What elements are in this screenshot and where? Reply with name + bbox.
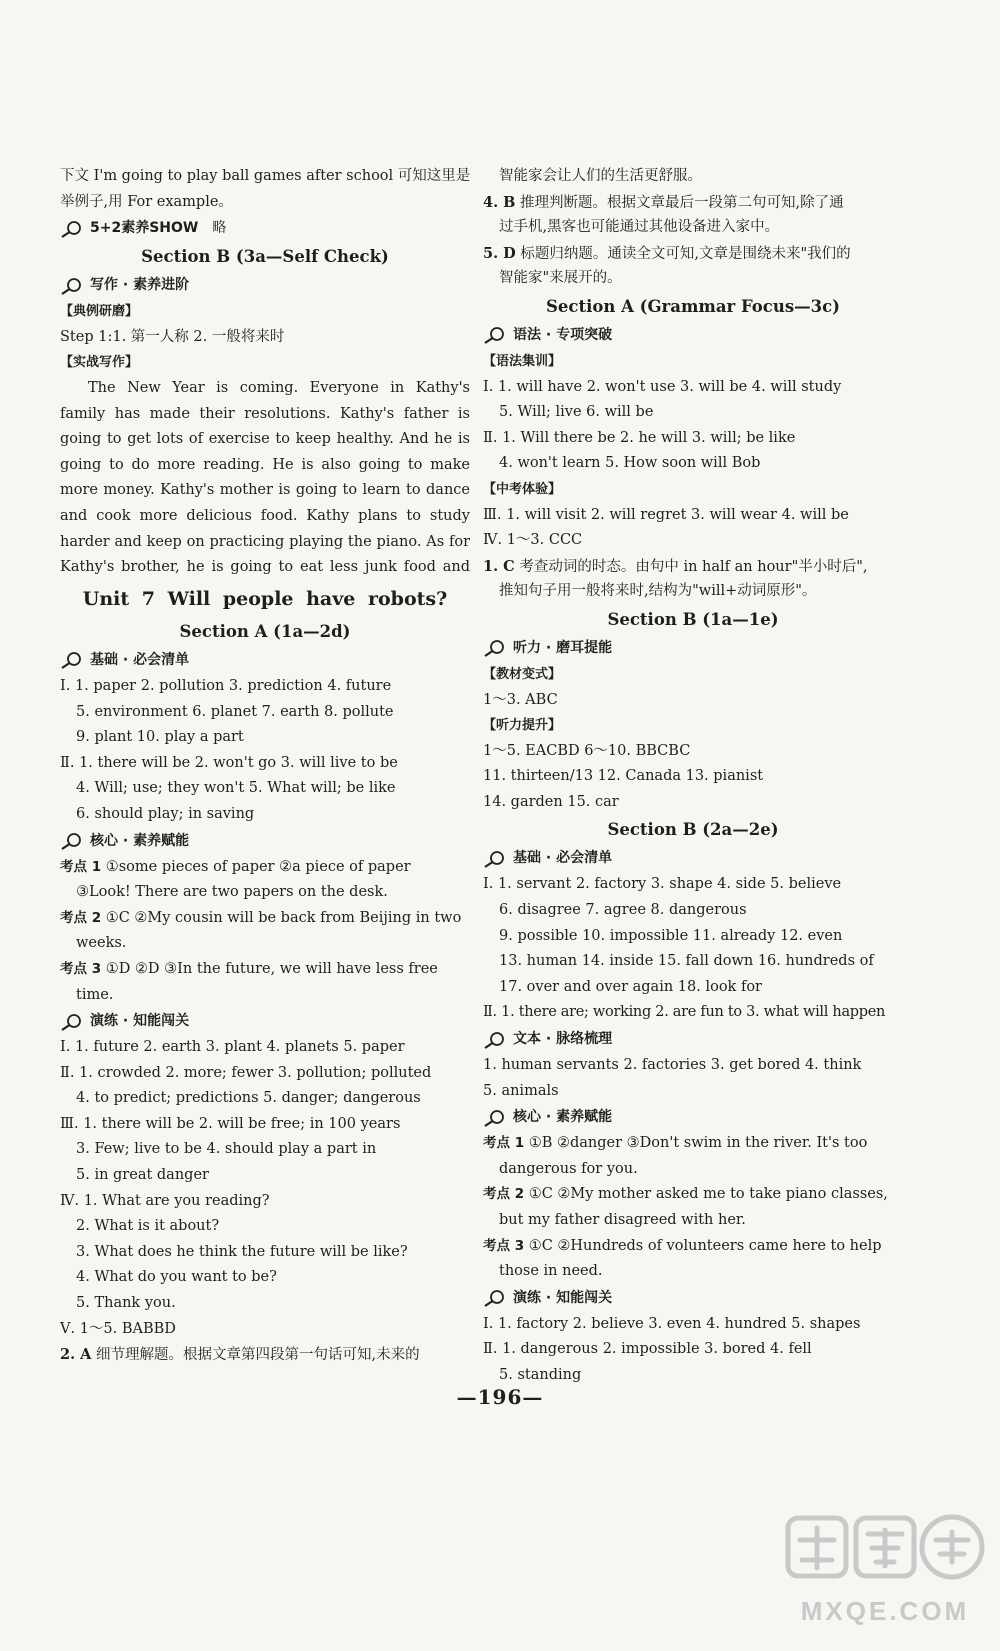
explanation-line: 推知句子用一般将来时,结构为"will+动词原形"。 [499, 583, 817, 600]
answer-line: Ⅰ. 1. factory 2. believe 3. even 4. hundred 5. shapes [483, 1315, 861, 1332]
answer-line [483, 554, 903, 580]
question-number: 1. C [483, 557, 515, 575]
answer-line: 5. Will; live 6. will be [499, 404, 654, 421]
explanation-line: 智能家会让人们的生活更舒服。 [499, 168, 702, 184]
key-point-line [60, 855, 470, 881]
svg-text:MXQE.COM: MXQE.COM [800, 1596, 970, 1626]
answer-line: 3. What does he think the future will be like? [76, 1243, 408, 1260]
basics-heading-label: 基础 · 必会清单 [90, 651, 190, 668]
example-label: 【典例研磨】 [60, 304, 139, 320]
answer-line: Ⅱ. 1. dangerous 2. impossible 3. bored 4. fell [483, 1341, 812, 1358]
answer-line: 13. human 14. inside 15. fall down 16. hundreds of [499, 953, 874, 970]
key-point-label: 考点 2 [483, 1186, 525, 1203]
key-point-line: weeks. [76, 935, 127, 952]
answer-line: 6. disagree 7. agree 8. dangerous [499, 902, 747, 919]
text-heading-label: 文本 · 脉络梳理 [513, 1031, 613, 1048]
magnifier-icon [60, 220, 84, 238]
practice-writing-label: 【实战写作】 [60, 355, 139, 371]
magnifier-icon [483, 1031, 507, 1049]
listening-heading [483, 635, 903, 662]
answer-line: 4. What do you want to be? [76, 1269, 277, 1286]
key-point-line: those in need. [499, 1263, 603, 1280]
question-number: 2. A [60, 1346, 92, 1364]
key-point-label: 考点 1 [483, 1135, 525, 1152]
answer-line: Ⅱ. 1. Will there be 2. he will 3. will; be like [483, 429, 796, 446]
key-point-label: 考点 1 [60, 858, 102, 875]
practice-heading-label: 演练 · 知能闯关 [513, 1289, 613, 1306]
magnifier-icon [60, 277, 84, 295]
answer-line: 4. won't learn 5. How soon will Bob [499, 455, 761, 472]
explanation-text: 细节理解题。根据文章第四段第一句话可知,未来的 [91, 1347, 420, 1364]
answer-line: 11. thirteen/13 12. Canada 13. pianist [483, 768, 764, 785]
model-essay: The New Year is coming. Everyone in Kathy's family has made their resolutions. Kathy's father is going to get lots of exercise to keep healthy. And he is going to do more reading. He is also going to make more money. Kathy's mother is going to learn to dance and cook more delicious food. Kathy plans to study harder and keep on practicing playing the piano. As for Kathy's brother, he is going to eat less junk food and [60, 379, 470, 576]
key-point-line: time. [76, 986, 114, 1003]
show-heading-label: 5+2素养SHOW [90, 220, 199, 237]
magnifier-icon [483, 1289, 507, 1307]
exam-label: 【中考体验】 [483, 481, 562, 497]
explanation-line: 过手机,黑客也可能通过其他设备进入家中。 [499, 219, 780, 236]
textbook-label: 【教材变式】 [483, 666, 562, 682]
answer-line: Ⅴ. 1～5. BABBD [60, 1320, 176, 1337]
basics-heading [60, 647, 470, 674]
answer-line: 5. environment 6. planet 7. earth 8. pollute [76, 703, 394, 720]
key-point-text: ①D ②D ③In the future, we will have less free [105, 960, 438, 977]
listening-heading-label: 听力 · 磨耳提能 [513, 639, 613, 656]
key-point-text: ①C ②My mother asked me to take piano classes, [528, 1186, 888, 1203]
answer-line: 5. Thank you. [76, 1295, 176, 1312]
section-title: Section A (Grammar Focus—3c) [546, 296, 840, 316]
text-heading [483, 1026, 903, 1053]
explanation-text: 标题归纳题。通读全文可知,文章是围绕未来"我们的 [515, 245, 851, 262]
show-note: 略 [212, 220, 227, 237]
section-title: Section B (1a—1e) [607, 609, 779, 629]
practice-heading [483, 1285, 903, 1312]
answer-line: Ⅲ. 1. will visit 2. will regret 3. will wear 4. will be [483, 506, 849, 523]
answer-line [483, 241, 903, 267]
practice-heading [60, 1008, 470, 1035]
key-point-text: ①B ②danger ③Don't swim in the river. It's too [528, 1135, 868, 1152]
grammar-heading-label: 语法 · 专项突破 [513, 326, 613, 343]
right-column [483, 164, 903, 1389]
answer-line: 1～3. ABC [483, 691, 558, 708]
intro-line: 下文 I'm going to play ball games after school 可知这里是 [60, 168, 470, 184]
explanation-line: 智能家"来展开的。 [499, 270, 622, 287]
page-number: —196— [456, 1385, 544, 1409]
core-heading-label: 核心 · 素养赋能 [90, 832, 190, 849]
key-point-line [60, 906, 470, 932]
key-point-line: ③Look! There are two papers on the desk. [76, 884, 388, 901]
answer-line: Ⅰ. 1. future 2. earth 3. plant 4. planets 5. paper [60, 1039, 405, 1056]
section-title: Section B (2a—2e) [607, 820, 779, 840]
question-number: 5. D [483, 244, 516, 262]
answer-line: Ⅳ. 1. What are you reading? [60, 1192, 270, 1209]
writing-heading [60, 272, 470, 299]
answer-line [60, 1342, 470, 1368]
magnifier-icon [483, 850, 507, 868]
grammar-label: 【语法集训】 [483, 353, 562, 369]
answer-line: Ⅰ. 1. paper 2. pollution 3. prediction 4. future [60, 677, 392, 694]
answer-line: Ⅱ. 1. there are; working 2. are fun to 3. what will happen [483, 1004, 886, 1021]
answer-line: 2. What is it about? [76, 1218, 220, 1235]
key-point-text: ①C ②My cousin will be back from Beijing in two [105, 909, 462, 926]
answer-line: Ⅳ. 1～3. CCC [483, 532, 583, 549]
show-heading [60, 215, 470, 242]
question-number: 4. B [483, 193, 516, 211]
answer-line: 1～5. EACBD 6～10. BBCBC [483, 742, 691, 759]
key-point-label: 考点 2 [60, 909, 102, 926]
answer-line: 5. animals [483, 1082, 559, 1099]
magnifier-icon [60, 651, 84, 669]
answer-line: Ⅱ. 1. crowded 2. more; fewer 3. pollution; polluted [60, 1064, 432, 1081]
watermark-logo [780, 1510, 990, 1640]
intro-line: 举例子,用 For example。 [60, 193, 233, 210]
answer-line: 5. in great danger [76, 1167, 209, 1184]
key-point-line [483, 1131, 903, 1157]
answer-line: 5. standing [499, 1366, 582, 1383]
answer-line: Ⅰ. 1. will have 2. won't use 3. will be 4. will study [483, 378, 842, 395]
grammar-heading [483, 322, 903, 349]
core-heading [483, 1104, 903, 1131]
key-point-label: 考点 3 [60, 960, 102, 977]
left-column [60, 164, 470, 1368]
magnifier-icon [60, 832, 84, 850]
answer-line: 9. possible 10. impossible 11. already 12. even [499, 927, 843, 944]
answer-line: Ⅲ. 1. there will be 2. will be free; in 100 years [60, 1115, 401, 1132]
key-point-line: but my father disagreed with her. [499, 1212, 746, 1228]
explanation-text: 考查动词的时态。由句中 in half an hour"半小时后", [514, 558, 868, 575]
magnifier-icon [483, 639, 507, 657]
answer-line: Ⅱ. 1. there will be 2. won't go 3. will live to be [60, 754, 398, 771]
magnifier-icon [483, 326, 507, 344]
key-point-label: 考点 3 [483, 1237, 525, 1254]
listening-label: 【听力提升】 [483, 718, 562, 734]
key-point-line [483, 1234, 903, 1260]
key-point-text: ①C ②Hundreds of volunteers came here to help [528, 1237, 882, 1254]
answer-line: Ⅰ. 1. servant 2. factory 3. shape 4. side 5. believe [483, 876, 842, 893]
unit-title: Unit 7 Will people have robots? [82, 587, 448, 610]
section-title: Section B (3a—Self Check) [141, 247, 389, 267]
answer-line: 3. Few; live to be 4. should play a part in [76, 1141, 377, 1158]
basics-heading-label: 基础 · 必会清单 [513, 850, 613, 867]
explanation-text: 推理判断题。根据文章最后一段第二句可知,除了通 [515, 194, 844, 211]
key-point-text: ①some pieces of paper ②a piece of paper [105, 858, 411, 875]
answer-line: 17. over and over again 18. look for [499, 978, 762, 995]
key-point-line [60, 957, 470, 983]
answer-line: 4. to predict; predictions 5. danger; dangerous [76, 1090, 421, 1107]
answer-line: 6. should play; in saving [76, 805, 255, 822]
section-title: Section A (1a—2d) [179, 621, 351, 641]
answer-line [483, 190, 903, 216]
practice-heading-label: 演练 · 知能闯关 [90, 1013, 190, 1030]
core-heading-label: 核心 · 素养赋能 [513, 1109, 613, 1126]
key-point-line: dangerous for you. [499, 1160, 638, 1177]
core-heading [60, 828, 470, 855]
basics-heading [483, 845, 903, 872]
answer-line: 4. Will; use; they won't 5. What will; be like [76, 780, 396, 797]
magnifier-icon [60, 1013, 84, 1031]
answer-line: 1. human servants 2. factories 3. get bored 4. think [483, 1057, 862, 1074]
writing-heading-label: 写作 · 素养进阶 [90, 277, 190, 294]
answer-line: 14. garden 15. car [483, 793, 619, 810]
key-point-line [483, 1182, 903, 1208]
step-line: Step 1:1. 第一人称 2. 一般将来时 [60, 328, 285, 345]
answer-line: 9. plant 10. play a part [76, 729, 244, 746]
magnifier-icon [483, 1109, 507, 1127]
